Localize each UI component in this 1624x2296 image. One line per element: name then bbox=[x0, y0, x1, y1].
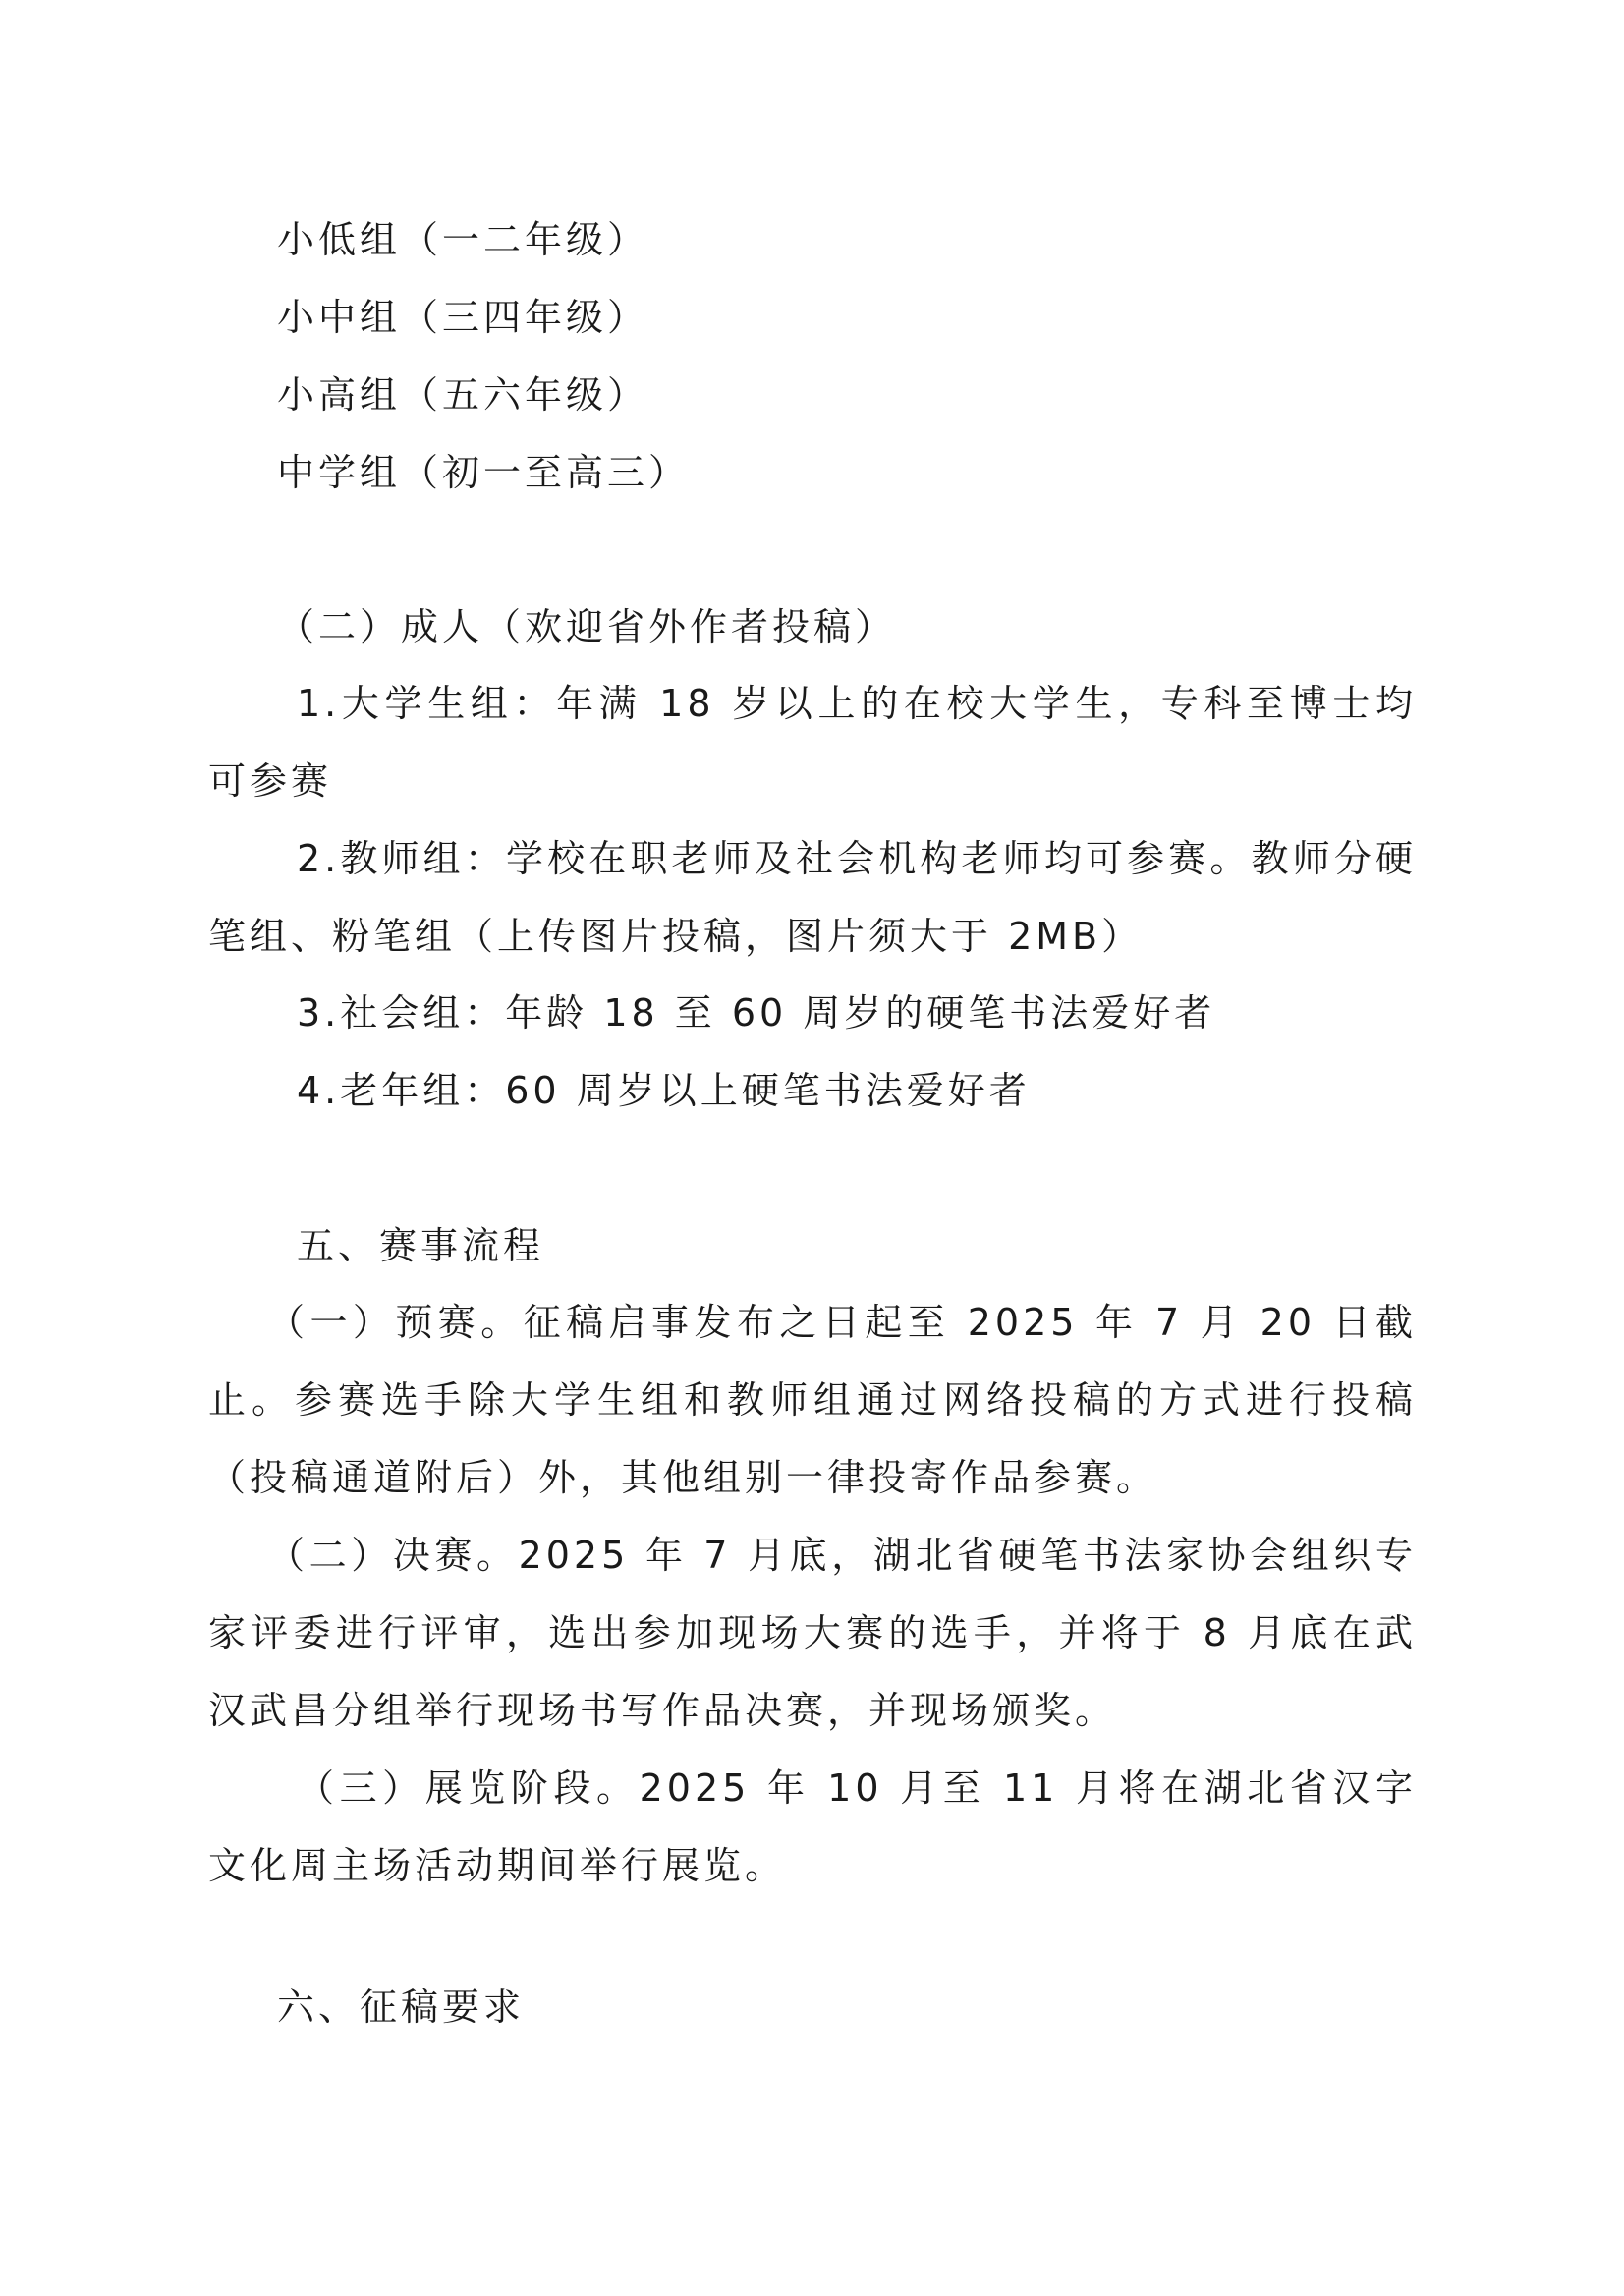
process-item-final: （二）决赛。2025 年 7 月底，湖北省硬笔书法家协会组织专家评委进行评审，选出参加现场大赛的选手，并将于 8 月底在武汉武昌分组举行现场书写作品决赛，并现场颁奖。 bbox=[208, 1534, 1417, 1732]
group-item-primary-low: 小低组（一二年级） bbox=[277, 218, 649, 261]
adult-item-university: 1.大学生组：年满 18 岁以上的在校大学生，专科至博士均可参赛 bbox=[208, 682, 1417, 803]
adult-item-teacher: 2.教师组：学校在职老师及社会机构老师均可参赛。教师分硬笔组、粉笔组（上传图片投稿，图片须大于 2MB） bbox=[208, 837, 1417, 958]
adult-heading: （二）成人（欢迎省外作者投稿） bbox=[277, 605, 897, 648]
group-item-primary-mid: 小中组（三四年级） bbox=[277, 296, 649, 339]
group-item-primary-high: 小高组（五六年级） bbox=[277, 373, 649, 417]
adult-item-senior: 4.老年组：60 周岁以上硬笔书法爱好者 bbox=[297, 1069, 1031, 1112]
adult-item-society: 3.社会组：年龄 18 至 60 周岁的硬笔书法爱好者 bbox=[297, 991, 1216, 1035]
group-item-middle-school: 中学组（初一至高三） bbox=[277, 451, 691, 494]
process-item-exhibition: （三）展览阶段。2025 年 10 月至 11 月将在湖北省汉字文化周主场活动期间举行展览。 bbox=[208, 1766, 1417, 1887]
process-heading: 五、赛事流程 bbox=[297, 1224, 545, 1267]
requirements-heading: 六、征稿要求 bbox=[277, 1986, 526, 2029]
process-item-preliminary: （一）预赛。征稿启事发布之日起至 2025 年 7 月 20 日截止。参赛选手除大学生组和教师组通过网络投稿的方式进行投稿（投稿通道附后）外，其他组别一律投寄作品参赛。 bbox=[208, 1301, 1417, 1499]
